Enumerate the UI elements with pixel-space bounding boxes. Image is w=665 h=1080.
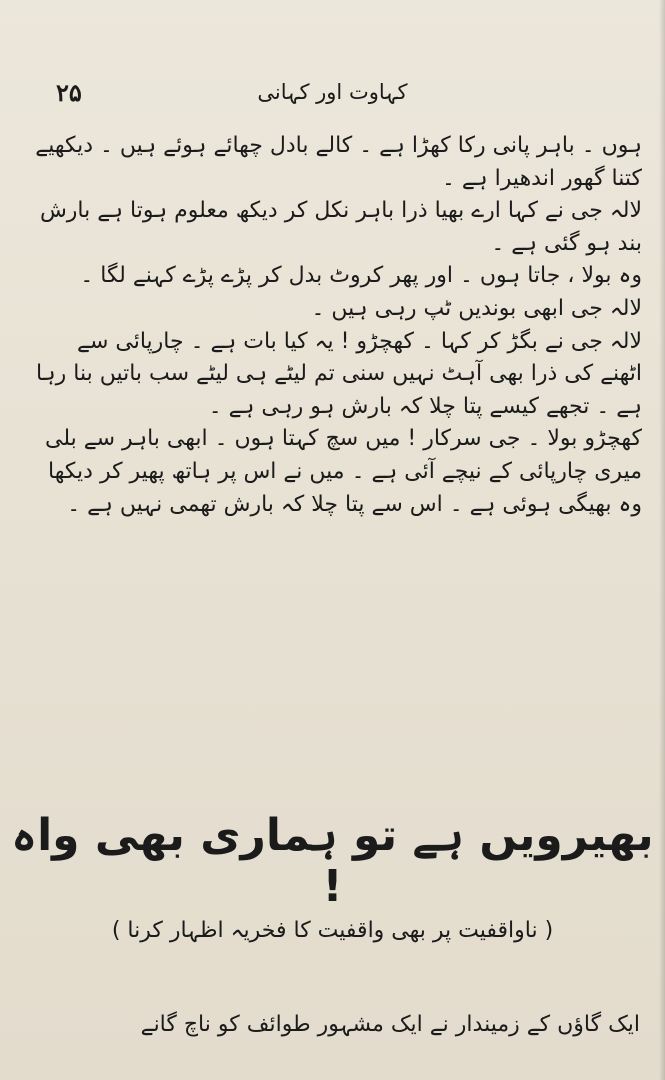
running-title: کہاوت اور کہانی	[257, 80, 408, 104]
paragraph: لالہ جی نے کہا ارے بھیا ذرا باہر نکل کر دیکھ معلوم ہوتا ہے بارش بند ہو گئی ہے ۔	[39, 198, 642, 256]
page-number: ۲۵	[56, 78, 82, 107]
paragraph: وہ بولا ، جاتا ہوں ۔ اور پھر کروٹ بدل کر پڑے پڑے کہنے لگا ۔	[80, 263, 642, 289]
paragraph: لالہ جی ابھی بوندیں ٹپ رہی ہیں ۔	[311, 295, 642, 321]
proverb-heading: بھیرویں ہے تو ہماری بھی واہ !	[11, 810, 654, 912]
proverb-meaning: ( ناواقفیت پر بھی واقفیت کا فخریہ اظہار کرنا )	[111, 918, 554, 943]
paragraph: ہوں ۔ باہر پانی رکا کھڑا ہے ۔ کالے بادل چھائے ہوئے ہیں ۔ دیکھیے کتنا گھور اندھیرا ہے ۔	[35, 133, 642, 191]
page-edge-shadow	[659, 0, 665, 1080]
paragraph: لالہ جی نے بگڑ کر کہا ۔ کھچڑو ! یہ کیا بات ہے ۔ چارپائی سے اٹھنے کی ذرا بھی آہٹ نہیں سنی تم لیٹے ہی لیٹے سب باتیں بنا رہا ہے ۔ تجھے کیسے پتا چلا کہ بارش ہو رہی ہے ۔	[36, 328, 642, 419]
story-opening-line: ایک گاؤں کے زمیندار نے ایک مشہور طوائف کو ناچ گانے	[140, 1012, 640, 1037]
story-text	[32, 130, 642, 521]
page-header	[0, 74, 665, 114]
paragraph: کھچڑو بولا ۔ جی سرکار ! میں سچ کہتا ہوں ۔ ابھی باہر سے بلی میری چارپائی کے نیچے آئی ہے ۔ میں نے اس پر ہاتھ پھیر کر دیکھا وہ بھیگی ہوئی ہے ۔ اس سے پتا چلا کہ بارش تھمی نہیں ہے ۔	[45, 426, 642, 517]
